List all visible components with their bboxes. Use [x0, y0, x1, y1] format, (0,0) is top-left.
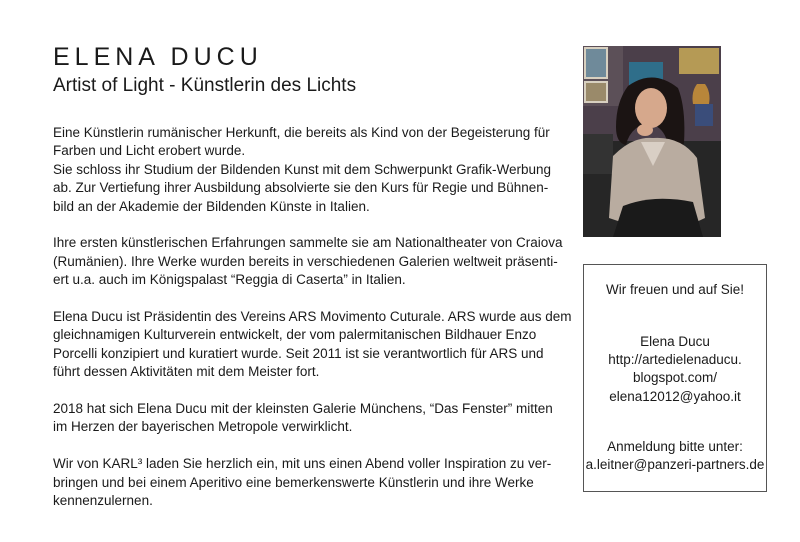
signup-info — [584, 438, 766, 474]
bio-line: bild an der Akademie der Bildenden Künste in Italien. — [53, 198, 370, 214]
bio-line: Farben und Licht erobert wurde. — [53, 143, 246, 159]
artist-portrait-illustration — [583, 46, 721, 237]
bio-paragraph — [53, 124, 568, 216]
bio-paragraph — [53, 234, 568, 289]
bio-line: gleichnamigen Kulturverein entwickelt, der vom palermitanischen Bildhauer Enzo — [53, 327, 537, 343]
bio-paragraph — [53, 308, 572, 382]
bio-line: kennenzulernen. — [53, 493, 153, 509]
greeting-text: Wir freuen und auf Sie! — [605, 282, 745, 297]
bio-paragraph — [53, 400, 568, 437]
contact-email[interactable]: elena12012@yahoo.it — [609, 388, 741, 404]
bio-paragraph — [53, 455, 568, 510]
contact-name: Elena Ducu — [640, 334, 710, 349]
website-link-continued[interactable]: blogspot.com/ — [632, 370, 718, 386]
artist-photo — [583, 46, 721, 237]
biography — [53, 124, 572, 529]
bio-line: ert u.a. auch im Königspalast “Reggia di Caserta” in Italien. — [53, 272, 406, 288]
bio-line: bringen und bei einem Aperitivo eine bemerkenswerte Künstlerin und ihre Werke — [53, 474, 534, 490]
bio-line: 2018 hat sich Elena Ducu mit der kleinsten Galerie Münchens, “Das Fenster” mitten — [53, 401, 553, 417]
bio-line: Wir von KARL³ laden Sie herzlich ein, mit uns einen Abend voller Inspiration zu ver- — [53, 456, 552, 472]
bio-line: Ihre ersten künstlerischen Erfahrungen sammelte sie am Nationaltheater von Craiova — [53, 235, 563, 251]
bio-line: (Rumänien). Ihre Werke wurden bereits in verschiedenen Galerien weltweit präsenti- — [53, 253, 558, 269]
bio-line: Sie schloss ihr Studium der Bildenden Kunst mit dem Schwerpunkt Grafik-Werbung — [53, 161, 551, 177]
bio-line: im Herzen der bayerischen Metropole verwirklicht. — [53, 419, 353, 435]
signup-label: Anmeldung bitte unter: — [607, 439, 743, 454]
artist-subtitle: Artist of Light - Künstlerin des Lichts — [53, 75, 357, 96]
bio-line: führt dessen Aktivitäten mit dem Meister fort. — [53, 364, 320, 380]
bio-line: Eine Künstlerin rumänischer Herkunft, die bereits als Kind von der Begeisterung für — [53, 125, 550, 140]
artist-name: ELENA DUCU — [53, 43, 263, 71]
bio-line: ab. Zur Vertiefung ihrer Ausbildung absolvierte sie den Kurs für Regie und Bühnen- — [53, 180, 549, 196]
contact-details — [584, 333, 766, 406]
bio-line: Porcelli konzipiert und kuratiert wurde. Seit 2011 ist sie verantwortlich für ARS und — [53, 345, 544, 361]
signup-email[interactable]: a.leitner@panzeri-partners.de — [585, 457, 765, 473]
contact-box — [583, 264, 767, 492]
bio-line: Elena Ducu ist Präsidentin des Vereins ARS Movimento Cuturale. ARS wurde aus dem — [53, 309, 572, 325]
website-link[interactable]: http://artedielenaducu. — [608, 352, 742, 368]
